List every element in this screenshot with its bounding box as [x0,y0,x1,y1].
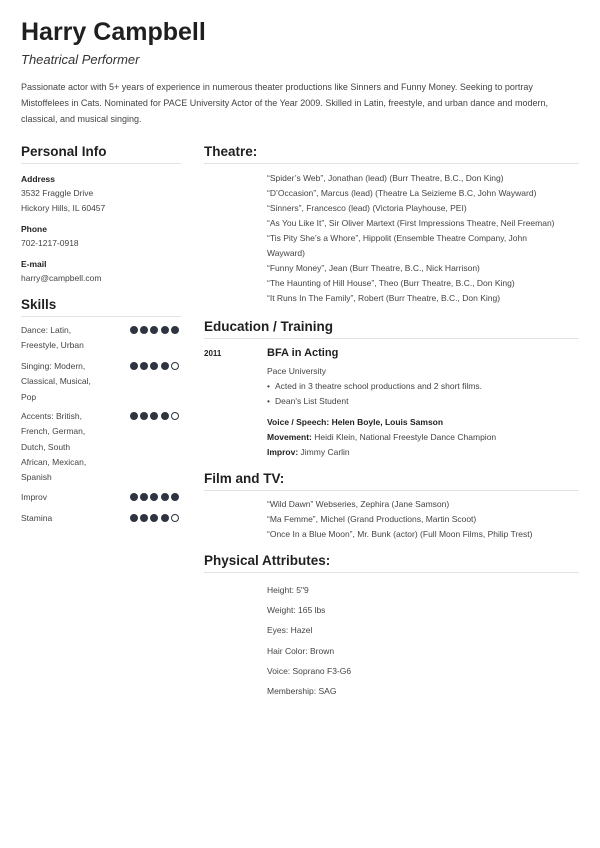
personal-info-heading: Personal Info [21,144,181,164]
physical-item: Weight: 165 lbs [267,605,326,616]
skill-name-line: African, Mexican, [21,456,87,467]
address-block [21,174,105,216]
rating-dot-filled [130,514,138,522]
theatre-item: “Spider’s Web”, Jonathan (lead) (Burr Theatre, B.C., Don King) [267,173,504,183]
skill-name [21,490,121,505]
film-heading: Film and TV: [204,471,579,491]
skill-name [21,359,121,405]
skill-rating [130,412,181,421]
education-year: 2011 [204,349,222,358]
skill-name-line: French, German, [21,426,86,437]
candidate-title: Theatrical Performer [21,52,140,67]
physical-item: Height: 5"9 [267,585,309,595]
training-movement-value: Heidi Klein, National Freestyle Dance Champion [314,432,497,442]
rating-dot-filled [171,493,179,501]
rating-dot-filled [130,326,138,334]
physical-item: Eyes: Hazel [267,625,313,636]
rating-dot-filled [150,493,158,501]
skill-name-line: Freestyle, Urban [21,340,84,351]
physical-heading: Physical Attributes: [204,553,579,573]
skill-name [21,409,121,485]
film-item: “Ma Femme”, Michel (Grand Productions, Martin Scoot) [267,514,477,524]
rating-dot-empty [171,412,179,420]
skill-item [21,323,181,354]
skill-rating [130,326,181,335]
rating-dot-filled [130,362,138,370]
skill-name-line: Spanish [21,472,52,483]
skill-item [21,490,181,505]
theatre-section [204,144,579,303]
address-label: Address [21,174,56,184]
rating-dot-filled [161,514,169,522]
skill-item [21,359,181,405]
training-improv [267,445,579,460]
skill-name [21,323,121,354]
skill-rating [130,493,181,502]
physical-list [267,580,579,701]
rating-dot-filled [171,326,179,334]
theatre-item: “As You Like It”, Sir Oliver Martext (First Impressions Theatre, Neil Freeman) [267,218,555,228]
rating-dot-filled [140,412,148,420]
email-label: E-mail [21,259,47,269]
phone-value: 702-1217-0918 [21,238,79,248]
address-line2: Hickory Hills, IL 60457 [21,203,106,213]
education-school: Pace University [267,366,327,376]
skill-rating [130,362,181,371]
rating-dot-empty [171,514,179,522]
skill-name-line: Dutch, South [21,441,71,452]
training-voice-label: Voice / Speech: [267,417,330,427]
skill-rating [130,514,181,523]
skills-section [21,297,181,523]
training-voice-value: Helen Boyle, Louis Samson [331,417,444,427]
theatre-item: “Tis Pity She’s a Whore”, Hippolit (Ensemble Theatre Company, John [267,233,527,243]
rating-dot-filled [130,493,138,501]
rating-dot-filled [140,326,148,334]
education-degree: BFA in Acting [267,347,339,359]
skill-name-line: Classical, Musical, [21,376,91,387]
skill-name-line: Accents: British, [21,411,82,421]
theatre-item: “Sinners”, Francesco (lead) (Victoria Playhouse, PEI) [267,203,467,213]
training-voice [267,415,579,430]
education-bullet: • Acted in 3 theatre school productions and 2 short films. [267,379,579,394]
skill-name [21,511,121,526]
rating-dot-filled [130,412,138,420]
rating-dot-filled [140,514,148,522]
summary-text: Passionate actor with 5+ years of experience in numerous theater productions like Sinners and Funny Money. Seeking to portray Mistoffelees in Cats. Nominated for PACE University Actor of the Year 2009. Skilled in Latin, freestyle, and urban dance and modern, classical, and musical singing. [21,82,548,124]
physical-section [204,553,579,697]
theatre-item: “D’Occasion”, Marcus (lead) (Theatre La Seizieme B.C, John Wayward) [267,188,537,198]
rating-dot-filled [150,514,158,522]
rating-dot-filled [161,493,169,501]
training-improv-value: Jimmy Carlin [300,447,350,457]
skill-name-line: Stamina [21,513,53,523]
theatre-item: “The Haunting of Hill House”, Theo (Burr Theatre, B.C., Don King) [267,278,515,288]
rating-dot-filled [150,326,158,334]
film-section [204,471,579,539]
skill-name-line: Improv [21,492,47,502]
physical-item: Membership: SAG [267,686,337,697]
training-movement-label: Movement: [267,432,312,442]
skill-item [21,409,181,485]
phone-label: Phone [21,224,47,234]
phone-block [21,224,79,251]
theatre-item: “Funny Money”, Jean (Burr Theatre, B.C., Nick Harrison) [267,263,480,273]
address-line1: 3532 Fraggle Drive [21,188,94,198]
candidate-name: Harry Campbell [21,18,206,46]
skill-item [21,511,181,526]
education-heading: Education / Training [204,319,579,339]
skill-name-line: Pop [21,391,37,402]
email-value: harry@campbell.com [21,273,102,283]
theatre-list [267,171,579,306]
film-item: “Once In a Blue Moon”, Mr. Bunk (actor) (Full Moon Films, Philip Trest) [267,529,533,539]
left-column [21,144,181,283]
rating-dot-filled [161,326,169,334]
education-bullet: • Dean's List Student [267,394,579,409]
physical-item: Hair Color: Brown [267,645,335,656]
training-movement [267,430,579,445]
rating-dot-filled [140,362,148,370]
film-item: “Wild Dawn” Webseries, Zephira (Jane Samson) [267,499,450,509]
email-block [21,259,101,286]
physical-item: Voice: Soprano F3-G6 [267,665,352,676]
skill-name-line: Dance: Latin, [21,325,72,335]
skill-name-line: Singing: Modern, [21,361,86,371]
theatre-heading: Theatre: [204,144,579,164]
theatre-item: Wayward) [267,248,305,258]
film-list [267,497,579,542]
skills-heading: Skills [21,297,181,317]
rating-dot-filled [150,362,158,370]
education-section [204,319,579,457]
training-improv-label: Improv: [267,447,299,457]
rating-dot-empty [171,362,179,370]
education-details [267,364,579,460]
rating-dot-filled [140,493,148,501]
theatre-item: “It Runs In The Family”, Robert (Burr Theatre, B.C., Don King) [267,293,501,303]
rating-dot-filled [161,412,169,420]
rating-dot-filled [150,412,158,420]
rating-dot-filled [161,362,169,370]
